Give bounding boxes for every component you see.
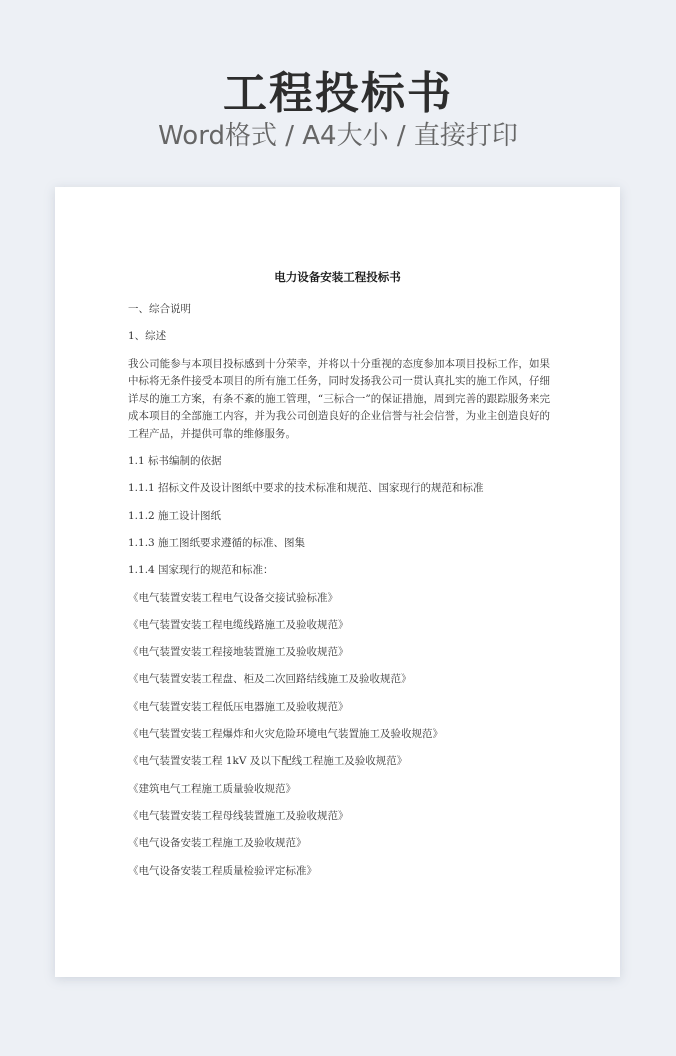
document-title: 电力设备安装工程投标书 bbox=[274, 270, 401, 284]
basis-item: 1.1.2 施工设计图纸 bbox=[128, 509, 222, 522]
banner-subtitle: Word格式 / A4大小 / 直接打印 bbox=[158, 121, 518, 151]
basis-item: 1.1.4 国家现行的规范和标准： bbox=[128, 564, 274, 577]
standard-item: 《电气装置安装工程接地装置施工及验收规范》 bbox=[128, 646, 349, 659]
standard-item: 《电气装置安装工程盘、柜及二次回路结线施工及验收规范》 bbox=[128, 673, 412, 686]
document-page bbox=[55, 187, 620, 977]
basis-item: 1.1.1 招标文件及设计图纸中要求的技术标准和规范、国家现行的规范和标准 bbox=[128, 482, 484, 495]
basis-item: 1.1.3 施工图纸要求遵循的标准、图集 bbox=[128, 536, 306, 549]
standard-item: 《电气设备安装工程施工及验收规范》 bbox=[128, 837, 307, 850]
section-heading: 一、综合说明 bbox=[128, 303, 191, 315]
standard-item: 《电气设备安装工程质量检验评定标准》 bbox=[128, 864, 317, 877]
basis-heading: 1.1 标书编制的依据 bbox=[128, 455, 222, 468]
banner-title: 工程投标书 bbox=[223, 68, 453, 119]
standard-item: 《电气装置安装工程 1kV 及以下配线工程施工及验收规范》 bbox=[128, 755, 408, 768]
standard-item: 《建筑电气工程施工质量验收规范》 bbox=[128, 782, 296, 795]
overview-paragraph: 我公司能参与本项目投标感到十分荣幸，并将以十分重视的态度参加本项目投标工作，如果中标将无条件接受本项目的所有施工任务，同时发扬我公司一贯认真扎实的施工作风，仔细详尽的施工方案，有条不紊的施工管理，“三标合一”的保证措施，周到完善的跟踪服务来完成本项目的全部施工内容，并为我公司创造良好的企业信誉与社会信誉，为业主创造良好的工程产品，并提供可靠的维修服务。 bbox=[128, 357, 550, 440]
standard-item: 《电气装置安装工程低压电器施工及验收规范》 bbox=[128, 700, 349, 713]
standard-item: 《电气装置安装工程母线装置施工及验收规范》 bbox=[128, 809, 349, 822]
standard-item: 《电气装置安装工程电缆线路施工及验收规范》 bbox=[128, 618, 349, 631]
standard-item: 《电气装置安装工程爆炸和火灾危险环境电气装置施工及验收规范》 bbox=[128, 728, 443, 741]
standard-item: 《电气装置安装工程电气设备交接试验标准》 bbox=[128, 591, 338, 604]
subsection-heading: 1、综述 bbox=[128, 330, 167, 343]
document-body bbox=[128, 301, 550, 890]
